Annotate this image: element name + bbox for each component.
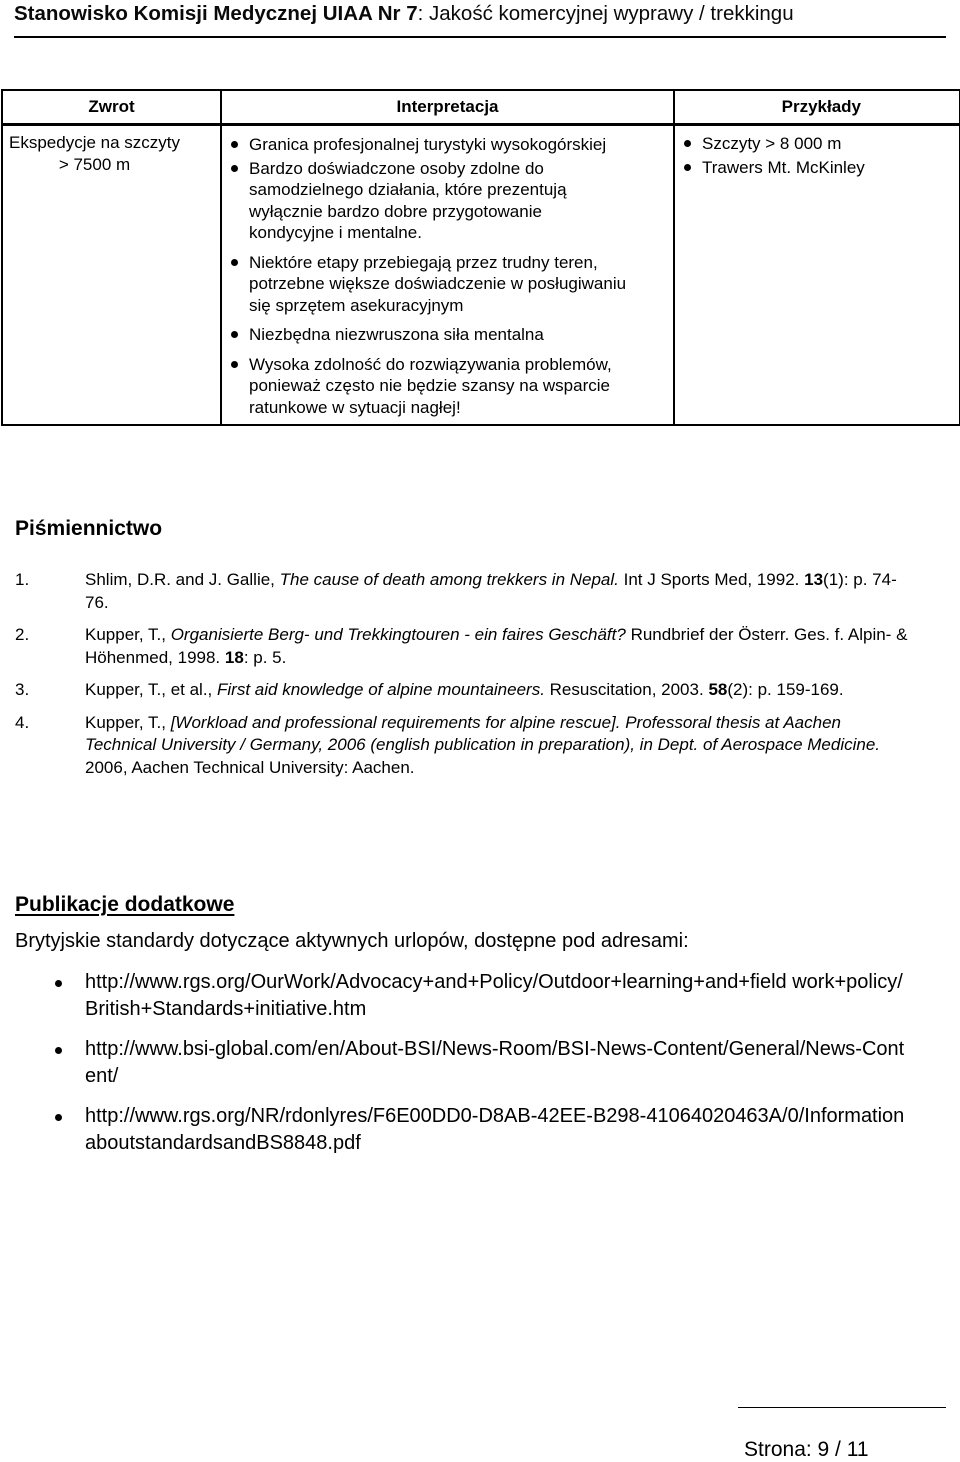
list-item: Niezbędna niezwruszona siła mentalna <box>230 324 665 346</box>
zwrot-text: Ekspedycje na szczyty > 7500 m <box>9 133 181 174</box>
reference-title: The cause of death among trekkers in Nepal. <box>279 570 619 589</box>
reference-item <box>15 569 915 614</box>
reference-number: 4. <box>15 712 30 732</box>
list-item: Bardzo doświadczone osoby zdolne do samodzielnego działania, które prezentują wyłącznie bardzo dobre przygotowanie kondycyjne i mentalne. <box>230 158 665 244</box>
footer-divider <box>738 1407 946 1408</box>
reference-authors: Shlim, D.R. and J. Gallie, <box>85 570 275 589</box>
cell-zwrot <box>2 125 221 426</box>
reference-item <box>15 624 915 669</box>
publications-links <box>15 969 915 1170</box>
reference-pages: (1): p. 74-76. <box>85 570 897 612</box>
reference-title: [Workload and professional requirements for alpine rescue]. Professoral thesis at Aachen Technical University / Germany, 2006 (english publication in preparation), in Dept. of Aerospace Medicine. <box>85 712 881 754</box>
reference-authors: Kupper, T., et al., <box>85 680 213 699</box>
publication-link[interactable]: http://www.rgs.org/NR/rdonlyres/F6E00DD0-D8AB-42EE-B298-41064020463A/0/InformationaboutstandardsandBS8848.pdf <box>15 1103 915 1157</box>
examples-list <box>675 126 959 192</box>
interpretation-list <box>222 126 673 424</box>
reference-title: Organisierte Berg- und Trekkingtouren - ein faires Geschäft? <box>170 625 626 644</box>
document-title <box>14 2 794 26</box>
list-item: Granica profesjonalnej turystyki wysokogórskiej <box>230 134 665 156</box>
reference-volume: 13 <box>804 570 824 589</box>
list-item: Niektóre etapy przebiegają przez trudny teren, potrzebne większe doświadczenie w posługiwaniu się sprzętem asekuracyjnym <box>230 252 665 317</box>
column-header-zwrot: Zwrot <box>2 90 221 125</box>
reference-source: Rundbrief der Österr. Ges. f. Alpin- & Höhenmed, 1998. <box>85 625 908 667</box>
reference-pages: : p. 5. <box>243 647 287 667</box>
reference-volume: 18 <box>224 647 244 667</box>
publication-link[interactable]: http://www.rgs.org/OurWork/Advocacy+and+Policy/Outdoor+learning+and+field work+policy/British+Standards+initiative.htm <box>15 969 915 1023</box>
reference-source: Int J Sports Med, 1992. <box>623 570 800 589</box>
reference-volume: 58 <box>708 680 728 699</box>
list-item: Trawers Mt. McKinley <box>683 157 951 179</box>
document-title-bold: Stanowisko Komisji Medycznej UIAA Nr 7 <box>14 2 418 25</box>
page-number: Strona: 9 / 11 <box>744 1438 869 1461</box>
reference-number: 2. <box>15 625 30 644</box>
reference-item <box>15 679 915 702</box>
reference-pages: (2): p. 159-169. <box>727 680 844 699</box>
list-item: Szczyty > 8 000 m <box>683 133 951 155</box>
reference-source: 2006, Aachen Technical University: Aachen. <box>85 757 415 777</box>
table-header-row <box>2 90 960 125</box>
column-header-przyklady: Przykłady <box>674 90 960 125</box>
reference-title: First aid knowledge of alpine mountaineers. <box>217 680 545 699</box>
reference-authors: Kupper, T., <box>85 625 166 644</box>
phrases-table <box>1 89 960 426</box>
reference-number: 1. <box>15 570 30 589</box>
reference-authors: Kupper, T., <box>85 712 166 732</box>
reference-source: Resuscitation, 2003. <box>549 680 704 699</box>
references-list <box>15 569 915 789</box>
references-heading: Piśmiennictwo <box>15 517 163 540</box>
document-title-rest: : Jakość komercyjnej wyprawy / trekkingu <box>417 2 794 25</box>
publication-link[interactable]: http://www.bsi-global.com/en/About-BSI/News-Room/BSI-News-Content/General/News-Content/ <box>15 1036 915 1090</box>
reference-number: 3. <box>15 680 30 699</box>
cell-przyklady <box>674 125 960 426</box>
column-header-interpretacja: Interpretacja <box>221 90 674 125</box>
publications-intro: Brytyjskie standardy dotyczące aktywnych urlopów, dostępne pod adresami: <box>15 930 689 952</box>
reference-item <box>15 712 915 780</box>
table-row <box>2 125 960 426</box>
publications-heading: Publikacje dodatkowe <box>15 893 235 916</box>
list-item: Wysoka zdolność do rozwiązywania problemów, ponieważ często nie będzie szansy na wsparcie ratunkowe w sytuacji nagłej! <box>230 354 665 419</box>
page-header <box>14 0 946 38</box>
cell-interpretacja <box>221 125 674 426</box>
